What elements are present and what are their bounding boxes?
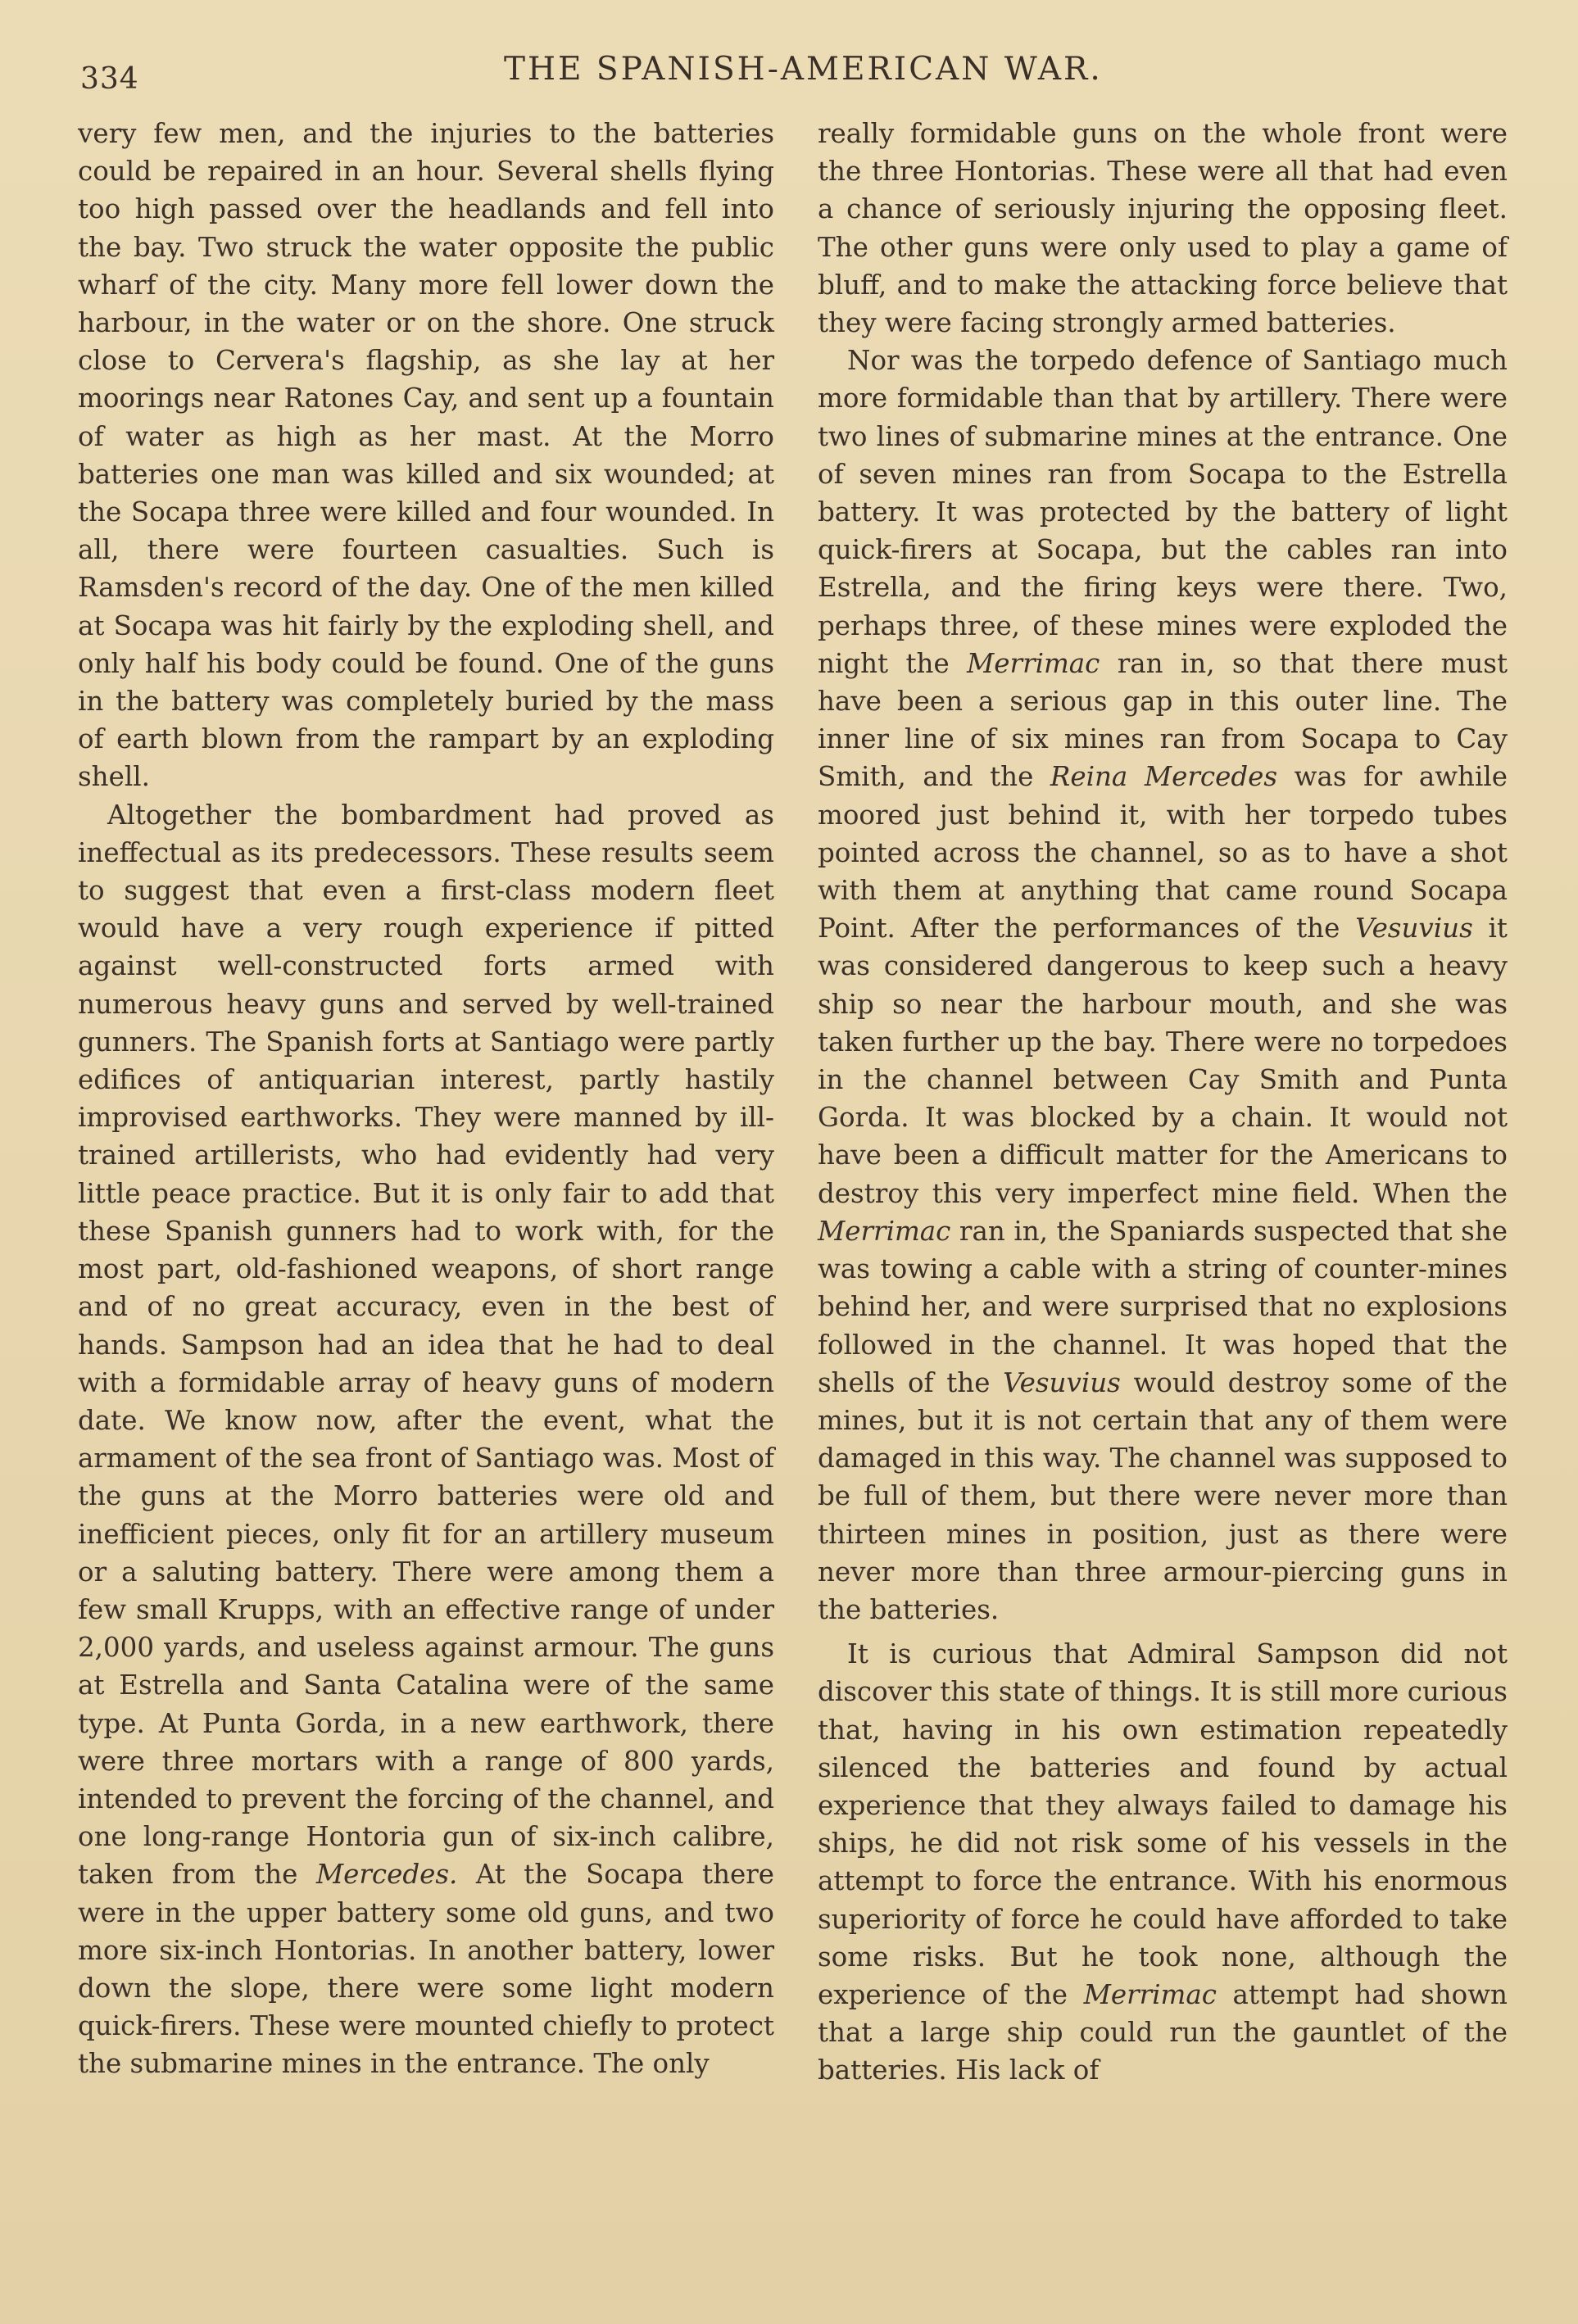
right-p2-text-f: would destroy some of the mines, but it is not certain that any of them were damaged in this way. The channel was supposed to be full of them, but there were never more than thirteen mines in position, just as there were never more than three armour-piercing guns in the batteries.: [818, 1366, 1508, 1625]
running-title: THE SPANISH-AMERICAN WAR.: [504, 51, 1103, 88]
right-paragraph-3: [818, 1635, 1508, 2089]
right-p3-text-a: It is curious that Admiral Sampson did not discover this state of things. It is still more curious that, having in his own estimation repeatedly silenced the batteries and found by actual experience that they always failed to damage his ships, he did not risk some of his vessels in the attempt to force the entrance. With his enormous superiority of force he could have afforded to take some risks. But he took none, although the experience of the: [818, 1638, 1508, 2010]
right-paragraph-2: [818, 342, 1508, 1629]
ship-name-vesuvius: Vesuvius: [1355, 913, 1473, 945]
ship-name-merrimac-3: Merrimac: [1083, 1978, 1217, 2010]
right-p2-text-d: it was considered dangerous to keep such a heavy ship so near the harbour mouth, and she was taken further up the bay. There were no torpedoes in the channel between Cay Smith and Punta Gorda. It was blocked by a chain. It would not have been a difficult matter for the Americans to destroy this very imperfect mine field. When the: [818, 913, 1508, 1209]
ship-name-reina-mercedes: Reina Mercedes: [1050, 761, 1278, 793]
right-p2-text-b: ran in, so that there must have been a serious gap in this outer line. The inner line of six mines ran from Socapa to Cay Smith, and the: [818, 647, 1508, 793]
left-paragraph-1: very few men, and the injuries to the batteries could be repaired in an hour. Several shells flying too high passed over the headlands and fell into the bay. Two struck the water opposite the public wharf of the city. Many more fell lower down the harbour, in the water or on the shore. One struck close to Cervera's flagship, as she lay at her moorings near Ratones Cay, and sent up a fountain of water as high as her mast. At the Morro batteries one man was killed and six wounded; at the Socapa three were killed and four wounded. In all, there were fourteen casualties. Such is Ramsden's record of the day. One of the men killed at Socapa was hit fairly by the exploding shell, and only half his body could be found. One of the guns in the battery was completely buried by the mass of earth blown from the rampart by an exploding shell.: [78, 118, 774, 793]
left-paragraph-2: [78, 796, 774, 2083]
ship-name-merrimac-2: Merrimac: [818, 1215, 951, 1247]
right-p2-text-c: was for awhile moored just behind it, with her torpedo tubes pointed across the channel, so as to have a shot with them at anything that came round Socapa Point. After the performances of the: [818, 761, 1508, 945]
ship-name-vesuvius-2: Vesuvius: [1003, 1366, 1121, 1398]
right-p3-text-b: attempt had shown that a large ship could run the gauntlet of the batteries. His lack of: [818, 1978, 1508, 2086]
right-column: [818, 115, 1508, 2090]
left-p2-text-a: Altogether the bombardment had proved as ineffectual as its predecessors. These results seem to suggest that even a first-class modern fleet would have a very rough experience if pitted against well-constructed forts armed with numerous heavy guns and served by well-trained gunners. The Spanish forts at Santiago were partly edifices of antiquarian interest, partly hastily improvised earthworks. They were manned by ill-trained artillerists, who had evidently had very little peace practice. But it is only fair to add that these Spanish gunners had to work with, for the most part, old-fashioned weapons, of short range and of no great accuracy, even in the best of hands. Sampson had an idea that he had to deal with a formidable array of heavy guns of modern date. We know now, after the event, what the armament of the sea front of Santiago was. Most of the guns at the Morro batteries were old and inefficient pieces, only fit for an artillery museum or a saluting battery. There were among them a few small Krupps, with an effective range of under 2,000 yards, and useless against armour. The guns at Estrella and Santa Catalina were of the same type. At Punta Gorda, in a new earthwork, there were three mortars with a range of 800 yards, intended to prevent the forcing of the channel, and one long-range Hontoria gun of six-inch calibre, taken from the: [78, 799, 774, 1891]
left-column: [78, 115, 774, 2083]
right-paragraph-1: really formidable guns on the whole front were the three Hontorias. These were all that had even a chance of seriously injuring the opposing fleet. The other guns were only used to play a game of bluff, and to make the attacking force believe that they were facing strongly armed batteries.: [818, 118, 1508, 339]
ship-name-mercedes: Mercedes.: [315, 1859, 458, 1891]
running-head: [0, 48, 1578, 97]
page-number: 334: [80, 62, 139, 96]
left-p2-text-b: At the Socapa there were in the upper battery some old guns, and two more six-inch Hontorias. In another battery, lower down the slope, there were some light modern quick-firers. These were mounted chiefly to protect the submarine mines in the entrance. The only: [78, 1859, 775, 2080]
right-p2-text-e: ran in, the Spaniards suspected that she was towing a cable with a string of counter-mines behind her, and were surprised that no explosions followed in the channel. It was hoped that the shells of the: [818, 1215, 1508, 1398]
ship-name-merrimac: Merrimac: [967, 647, 1100, 679]
right-p2-text-a: Nor was the torpedo defence of Santiago much more formidable than that by artillery. There were two lines of submarine mines at the entrance. One of seven mines ran from Socapa to the Estrella battery. It was protected by the battery of light quick-firers at Socapa, but the cables ran into Estrella, and the firing keys were there. Two, perhaps three, of these mines were exploded the night the: [818, 345, 1508, 679]
